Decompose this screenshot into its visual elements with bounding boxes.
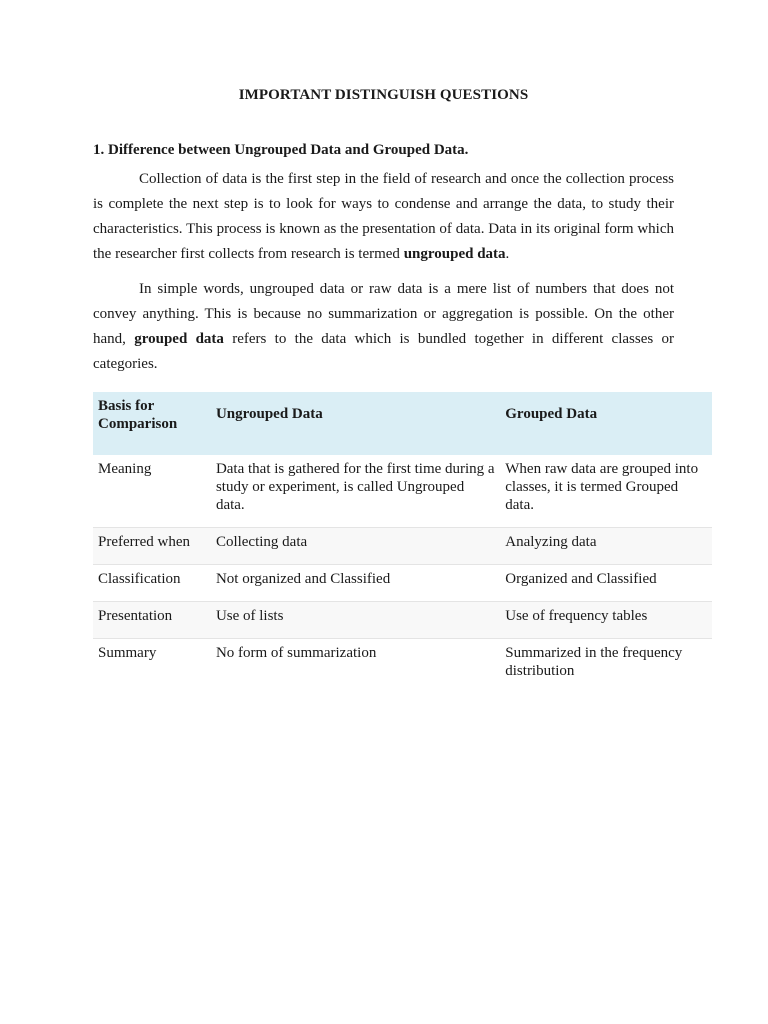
cell-basis: Preferred when bbox=[98, 534, 191, 550]
cell-basis: Summary bbox=[98, 645, 157, 661]
cell-grouped: Use of frequency tables bbox=[505, 608, 648, 624]
cell-ungrouped: No form of summarization bbox=[215, 645, 377, 661]
cell-ungrouped: Collecting data bbox=[215, 534, 308, 550]
table-row-preferred-when bbox=[93, 528, 712, 565]
paragraph-definition-tail: refers to the data which is bundled together in different classes or categories. bbox=[93, 331, 674, 372]
cell-ungrouped: Data that is gathered for the first time during a study or experiment, is called Ungrouped data. bbox=[215, 461, 495, 513]
cell-grouped: Summarized in the frequency distribution bbox=[505, 645, 683, 679]
paragraph-definition bbox=[93, 277, 674, 377]
document-title: IMPORTANT DISTINGUISH QUESTIONS bbox=[238, 87, 529, 103]
cell-ungrouped: Use of lists bbox=[215, 608, 284, 624]
table-row-presentation bbox=[93, 602, 712, 639]
cell-grouped: When raw data are grouped into classes, it is termed Grouped data. bbox=[505, 461, 699, 513]
cell-basis: Presentation bbox=[98, 608, 173, 624]
cell-grouped: Analyzing data bbox=[505, 534, 597, 550]
table-row-summary bbox=[93, 639, 712, 694]
paragraph-definition-text: In simple words, ungrouped data or raw data is a mere list of numbers that does not convey anything. This is because no summarization or aggregation is possible. On the other hand, bbox=[93, 281, 674, 347]
paragraph-intro-text: Collection of data is the first step in the field of research and once the collection process is complete the next step is to look for ways to condense and arrange the data, to study their characteristics. This process is known as the presentation of data. Data in its original form which the researcher first collects from research is termed bbox=[93, 171, 674, 262]
term-ungrouped-data: ungrouped data bbox=[403, 246, 506, 262]
header-ungrouped: Ungrouped Data bbox=[215, 406, 323, 422]
cell-grouped: Organized and Classified bbox=[505, 571, 657, 587]
cell-basis: Meaning bbox=[98, 461, 152, 477]
header-grouped: Grouped Data bbox=[505, 406, 598, 422]
table-row-classification bbox=[93, 565, 712, 602]
paragraph-intro bbox=[93, 167, 674, 267]
cell-ungrouped: Not organized and Classified bbox=[215, 571, 391, 587]
table-row-meaning bbox=[93, 455, 712, 528]
section-heading: 1. Difference between Ungrouped Data and Grouped Data. bbox=[93, 142, 469, 158]
cell-basis: Classification bbox=[98, 571, 181, 587]
header-basis: Basis for Comparison bbox=[98, 398, 178, 432]
paragraph-intro-tail: . bbox=[505, 246, 510, 262]
term-grouped-data: grouped data bbox=[134, 331, 224, 347]
comparison-table bbox=[93, 392, 712, 693]
table-header-row bbox=[93, 392, 712, 455]
